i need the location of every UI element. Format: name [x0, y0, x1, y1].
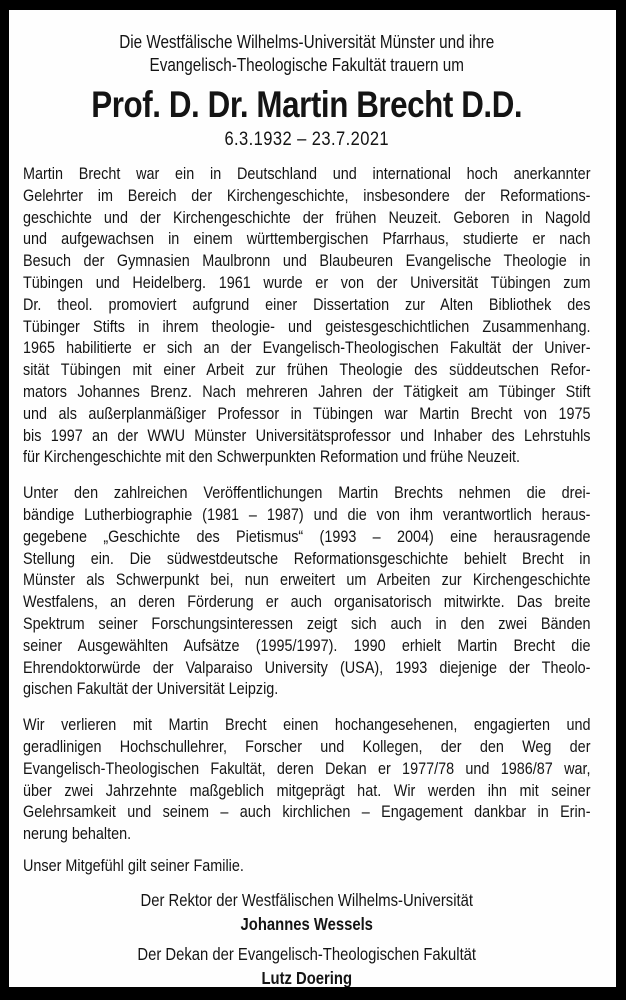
body-line: Münster als Schwerpunkt bei, nun erweitert um Arbeiten zur Kirchengeschichte: [23, 570, 591, 590]
signature-name: Johannes Wessels: [240, 913, 373, 934]
body-line: Ehrendoktorwürde der Valparaiso University (USA), 1993 diejenige der Theolo-: [23, 657, 591, 677]
deceased-name-title: Prof. D. Dr. Martin Brecht D.D.: [91, 84, 523, 125]
body-line: nerung behalten.: [23, 824, 132, 844]
body-line: über zwei Jahrzehnte maßgeblich mitgeprägt hat. Wir werden ihn mit seiner: [23, 780, 591, 800]
body-line: Dr. theol. promoviert aufgrund einer Dissertation zur Alten Bibliothek des: [23, 294, 591, 314]
body-line: mators Johannes Brenz. Nach mehreren Jahren der Tätigkeit am Tübinger Stift: [23, 381, 591, 401]
body-line: bändige Lutherbiographie (1981 – 1987) und die von ihm verantwortlich heraus-: [23, 504, 591, 524]
body-line: Wir verlieren mit Martin Brecht einen hochangesehenen, engagierten und: [23, 715, 591, 735]
body-line: Evangelisch-Theologischen Fakultät, deren Dekan er 1977/78 und 1986/87 war,: [23, 758, 591, 778]
body-line: Gelehrter im Bereich der Kirchengeschichte, insbesondere der Reformations-: [23, 185, 591, 205]
body-line: Martin Brecht war ein in Deutschland und international hoch anerkannter: [23, 164, 591, 183]
body-line: gegebene „Geschichte des Pietismus“ (1993 – 2004) eine herausragende: [23, 526, 591, 546]
obituary-paragraph-3: [23, 714, 590, 845]
body-line: 1965 habilitierte er sich an der Evangelisch-Theologischen Fakultät der Univer-: [23, 338, 591, 358]
signature-role: Der Rektor der Westfälischen Wilhelms-Universität: [140, 889, 473, 910]
announcement-line-2: Evangelisch-Theologische Fakultät trauern um: [149, 55, 464, 75]
body-line: geradlinigen Hochschullehrer, Forscher und Kollegen, der den Weg der: [23, 736, 591, 756]
signature-name: Lutz Doering: [261, 967, 353, 987]
body-line: Stellung ein. Die südwestdeutsche Reformationsgeschichte behielt Brecht in: [23, 548, 591, 568]
body-line: Tübinger Stifts in ihrem theologie- und geistesgeschichtlichen Zusammenhang.: [23, 316, 591, 336]
body-line: seiner Ausgewählten Aufsätze (1995/1997). 1990 erhielt Martin Brecht die: [23, 635, 591, 655]
body-line: Unser Mitgefühl gilt seiner Familie.: [23, 855, 244, 875]
body-line: für Kirchengeschichte mit den Schwerpunkten Reformation und frühe Neuzeit.: [23, 447, 521, 467]
condolence-line: [23, 855, 590, 877]
body-line: sität Tübingen mit einer Arbeit zur frühen Theologie des süddeutschen Refor-: [23, 360, 591, 380]
body-line: geschichte und der Kirchengeschichte der frühen Neuzeit. Geboren in Nagold: [23, 207, 591, 227]
body-line: Besuch der Gymnasien Maulbronn und Blaubeuren Evangelische Theologie in: [23, 251, 591, 271]
body-line: und als außerplanmäßiger Professor in Tübingen war Martin Brecht von 1975: [23, 403, 591, 423]
body-line: Tübingen und Heidelberg. 1961 wurde er von der Universität Tübingen zum: [23, 272, 591, 292]
life-dates: 6.3.1932 – 23.7.2021: [224, 128, 390, 150]
signature-block-rektor: [23, 889, 590, 935]
body-line: gischen Fakultät der Universität Leipzig.: [23, 679, 279, 699]
body-line: Westfalens, an deren Förderung er auch organisatorisch mitwirkte. Das breite: [23, 592, 591, 612]
body-line: und aufgewachsen in einem württembergischen Pfarrhaus, studierte er nach: [23, 229, 591, 249]
announcement-line-1: Die Westfälische Wilhelms-Universität Münster und ihre: [119, 32, 495, 52]
signature-role: Der Dekan der Evangelisch-Theologischen Fakultät: [137, 943, 477, 964]
obituary-paragraph-1: [23, 163, 590, 468]
body-line: Spektrum seiner Forschungsinteressen zeigt sich auch in den zwei Bänden: [23, 613, 591, 633]
obituary-sheet: [9, 10, 616, 987]
signature-block-dekan: [23, 943, 590, 987]
announcement-header: [23, 31, 590, 77]
obituary-paragraph-2: [23, 482, 590, 700]
obituary-content: [23, 31, 590, 987]
body-line: Gelehrsamkeit und seinem – auch kirchlichen – Engagement dankbar in Erin-: [23, 802, 591, 822]
body-line: Unter den zahlreichen Veröffentlichungen Martin Brechts nehmen die drei-: [23, 483, 591, 503]
body-line: bis 1997 an der WWU Münster Universitätsprofessor und Inhaber des Lehrstuhls: [23, 425, 591, 445]
